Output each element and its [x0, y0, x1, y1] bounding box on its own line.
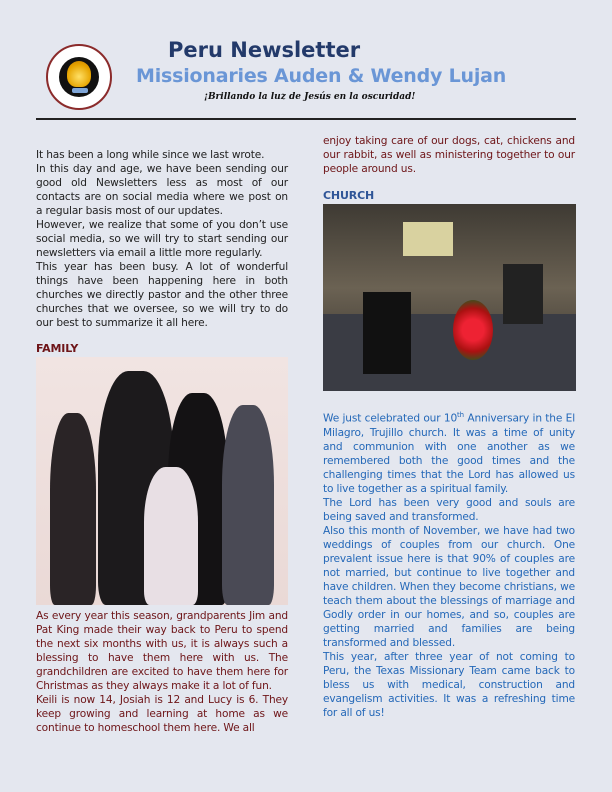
church-paragraph: This year, after three year of not coming to Peru, the Texas Missionary Team came back to bless us with medical, construction and evangelism activities. It was a refreshing time for all of us!	[323, 650, 575, 719]
intro-paragraph: This year has been busy. A lot of wonderful things have been happening here in both churches we directly pastor and the other three churches that we oversee, so we will try to do our best to summarize it all here.	[36, 261, 288, 329]
church-text	[323, 408, 575, 720]
church-heading: CHURCH	[323, 189, 375, 202]
church-paragraph: Also this month of November, we have had two weddings of couples from our church. One prevalent issue here is that 90% of couples are not married, but continue to live together and have children. When they become christians, we teach them about the blessings of marriage and Godly order in our homes, and so, couples are getting married and families are being transformed and blessed.	[323, 524, 575, 649]
church-paragraph: We just celebrated our 10th Anniversary in the El Milagro, Trujillo church. It was a time of unity and communion with one another as we remembered both the good times and the challenging times that the Lord has allowed us to live together as a spiritual family.	[323, 411, 575, 495]
intro-paragraph: However, we realize that some of you don’t use social media, so we will try to start sending our newsletters via email a little more regularly.	[36, 219, 288, 259]
intro-paragraph: In this day and age, we have been sending our good old Newsletters less as most of our contacts are on social media where we post on a regular basis most of our updates.	[36, 163, 288, 217]
intro-section	[36, 148, 288, 330]
church-photo	[323, 204, 576, 391]
church-paragraph: The Lord has been very good and souls are being saved and transformed.	[323, 496, 575, 523]
family-paragraph: Keili is now 14, Josiah is 12 and Lucy is 6. They keep growing and learning at home as we continue to homeschool them here. We all	[36, 694, 288, 734]
family-text	[36, 609, 288, 735]
family-photo	[36, 357, 288, 605]
family-text-continued	[323, 134, 575, 176]
torch-icon	[67, 61, 91, 87]
newsletter-motto: ¡Brillando la luz de Jesús en la oscuridad!	[204, 92, 416, 102]
family-paragraph: enjoy taking care of our dogs, cat, chickens and our rabbit, as well as ministering together to our people around us.	[323, 135, 575, 175]
intro-paragraph: It has been a long while since we last wrote.	[36, 149, 265, 161]
family-paragraph: As every year this season, grandparents Jim and Pat King made their way back to Peru to spend the next six months with us, it is always such a blessing to have them here with us. The grandchildren are excited to have them here for Christmas as they always make it a lot of fun.	[36, 610, 288, 692]
ministry-logo	[46, 44, 112, 110]
newsletter-subtitle: Missionaries Auden & Wendy Lujan	[136, 65, 507, 87]
newsletter-title: Peru Newsletter	[168, 38, 361, 62]
family-heading: FAMILY	[36, 342, 79, 355]
header-divider	[36, 118, 576, 120]
